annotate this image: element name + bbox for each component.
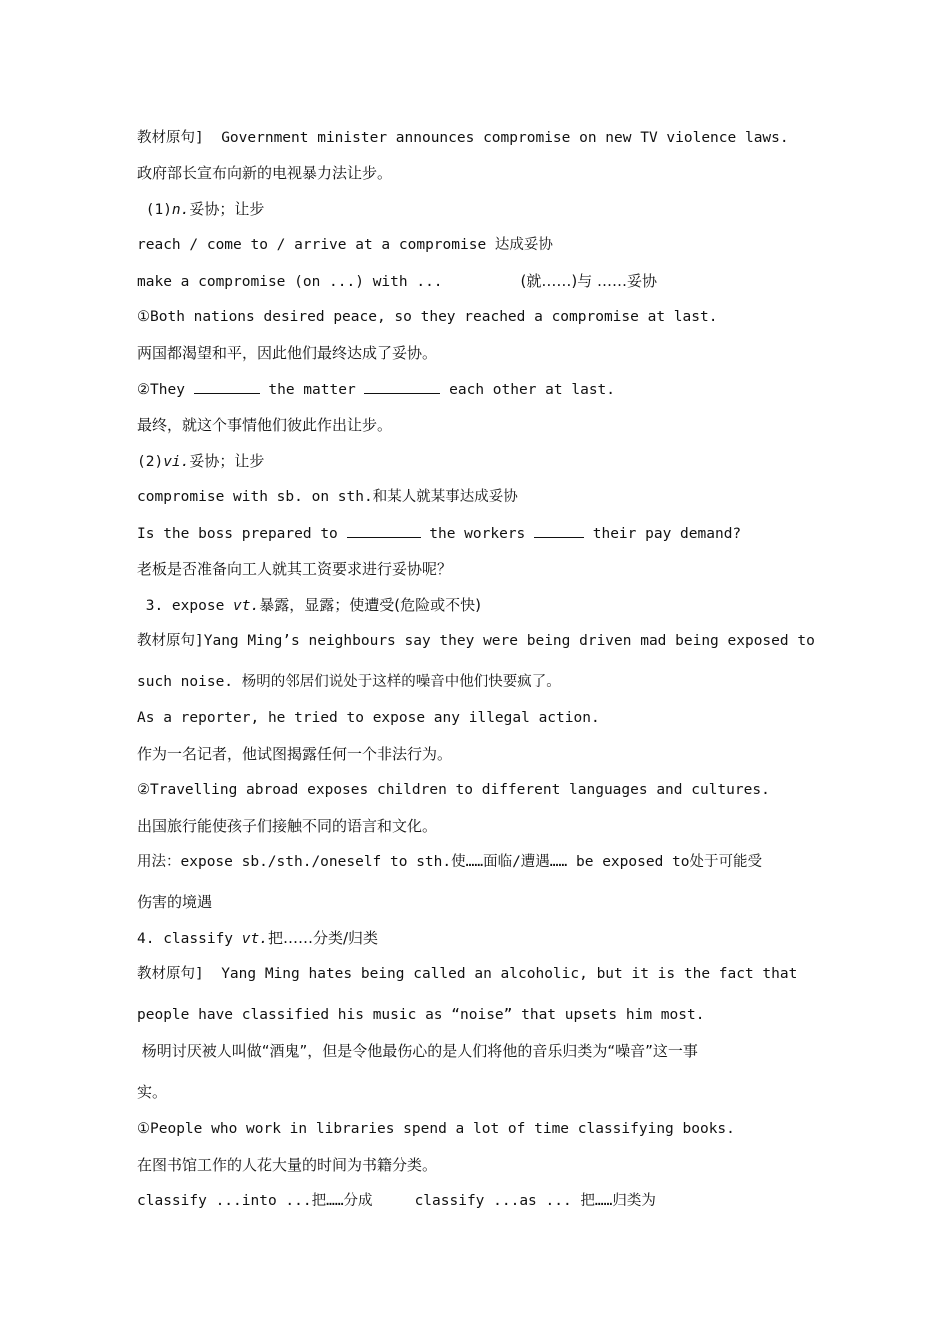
part-of-speech: vi. [163, 454, 190, 470]
exercise-text: Is the boss prepared to [137, 526, 347, 542]
vocab-word: 4. classify [137, 931, 242, 947]
source-sentence-expose-cont: such noise. 杨明的邻居们说处于这样的噪音中他们快要疯了。 [137, 674, 561, 690]
phrase-classify-as: classify ...as ... 把……归类为 [414, 1193, 656, 1209]
part-of-speech: n. [171, 202, 190, 218]
example-sentence: ①Both nations desired peace, so they reached a compromise at last. [137, 309, 718, 325]
phrase-english: make a compromise (on ...) with ... [137, 274, 443, 290]
exercise-text: the workers [420, 526, 535, 542]
translation-line: 老板是否准备向工人就其工资要求进行妥协呢？ [137, 560, 453, 578]
example-sentence: ②Travelling abroad exposes children to different languages and cultures. [137, 782, 770, 798]
source-sentence-classify-cont: people have classified his music as “noise” that upsets him most. [137, 1007, 705, 1023]
translation-line: 出国旅行能使孩子们接触不同的语言和文化。 [137, 817, 438, 835]
exercise-text: the matter [259, 382, 365, 398]
example-sentence: ①People who work in libraries spend a lot of time classifying books. [137, 1121, 735, 1137]
sense-heading-verb [137, 451, 264, 472]
vocab-meaning: 把……分类/归类 [267, 929, 379, 947]
phrase-line [137, 271, 657, 292]
sense-meaning: 妥协；让步 [189, 200, 265, 218]
answer-blank[interactable] [364, 379, 440, 394]
translation-line: 作为一名记者，他试图揭露任何一个非法行为。 [137, 745, 453, 763]
vocab-word: 3. expose [137, 598, 234, 614]
phrase-classify-into: classify ...into ...把……分成 [137, 1193, 373, 1209]
answer-blank[interactable] [347, 523, 421, 538]
vocab-heading-expose [137, 595, 481, 616]
source-sentence-compromise: 教材原句] Government minister announces compromise on new TV violence laws. [137, 130, 789, 146]
exercise-text: their pay demand? [584, 526, 742, 542]
fill-in-exercise [137, 379, 615, 400]
answer-blank[interactable] [534, 523, 584, 538]
phrase-line: compromise with sb. on sth.和某人就某事达成妥协 [137, 489, 518, 505]
translation-line: 在图书馆工作的人花大量的时间为书籍分类。 [137, 1156, 438, 1174]
sense-number: (2) [137, 454, 164, 470]
answer-blank[interactable] [194, 379, 260, 394]
translation-line: 两国都渴望和平，因此他们最终达成了妥协。 [137, 344, 438, 362]
phrase-meaning: (就……)与 ……妥协 [520, 272, 658, 290]
sense-meaning: 妥协；让步 [189, 452, 265, 470]
vocab-heading-classify [137, 928, 378, 949]
exercise-text: each other at last. [440, 382, 616, 398]
usage-line-cont: 伤害的境遇 [137, 893, 213, 911]
part-of-speech: vt. [241, 931, 268, 947]
translation-line: 杨明讨厌被人叫做“酒鬼”，但是令他最伤心的是人们将他的音乐归类为“噪音”这一事 [137, 1042, 698, 1060]
sense-number: (1) [137, 202, 172, 218]
translation-line-cont: 实。 [137, 1083, 168, 1101]
translation-line: 政府部长宣布向新的电视暴力法让步。 [137, 164, 393, 182]
usage-line: 用法：expose sb./sth./oneself to sth.使……面临/遭遇…… be exposed to处于可能受 [137, 854, 762, 870]
sense-heading-noun [137, 199, 264, 220]
vocab-meaning: 暴露，显露；使遭受(危险或不快) [259, 596, 481, 614]
translation-line: 最终，就这个事情他们彼此作出让步。 [137, 416, 393, 434]
source-sentence-expose: 教材原句]Yang Ming’s neighbours say they were being driven mad being exposed to [137, 633, 815, 649]
example-sentence: As a reporter, he tried to expose any illegal action. [137, 710, 600, 726]
phrase-line: reach / come to / arrive at a compromise 达成妥协 [137, 237, 553, 253]
source-sentence-classify: 教材原句] Yang Ming hates being called an alcoholic, but it is the fact that [137, 966, 798, 982]
fill-in-exercise [137, 523, 741, 544]
exercise-text: ②They [137, 382, 194, 398]
phrase-line [137, 1191, 656, 1211]
part-of-speech: vt. [233, 598, 260, 614]
